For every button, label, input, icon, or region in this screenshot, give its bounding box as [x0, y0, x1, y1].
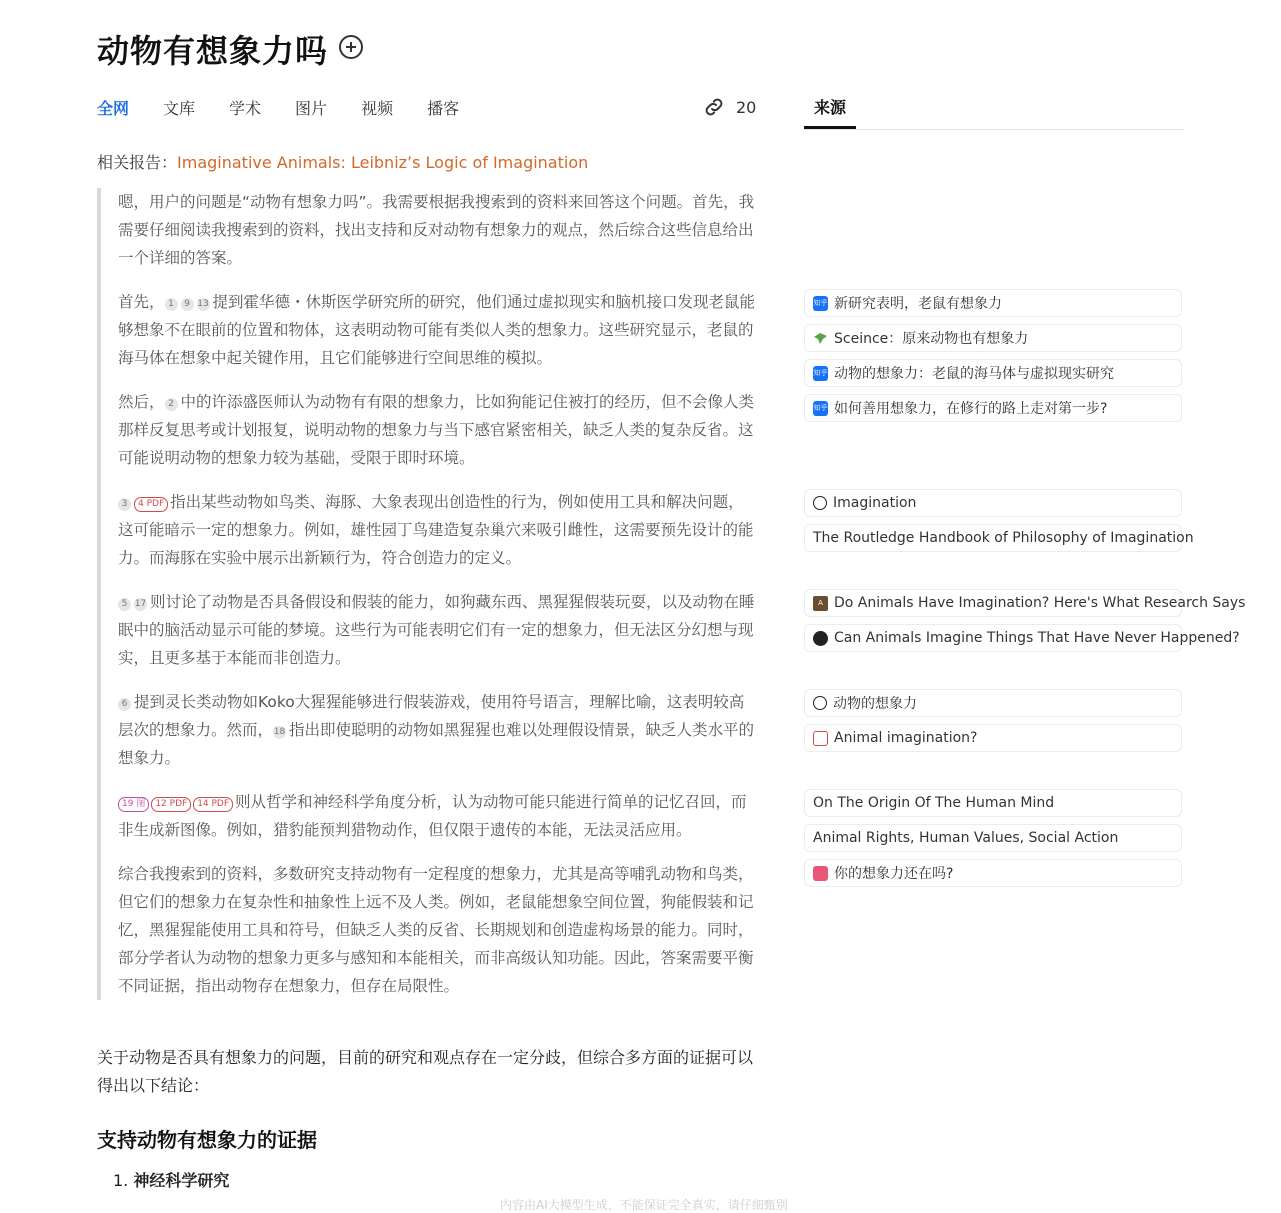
citation-badge[interactable]: 17	[134, 599, 147, 609]
source-card[interactable]	[804, 489, 1182, 517]
text-span: 指出某些动物如鸟类、海豚、大象表现出创造性的行为，例如使用工具和解决问题，这可能暗示一定的想象力。例如，雄性园丁鸟建造复杂巢穴来吸引雌性，这需要预先设计的能力。而海豚在实验中展示出新颖行为，符合创造力的定义。	[118, 493, 754, 567]
source-title: 新研究表明，老鼠有想象力	[834, 296, 1002, 312]
text-span: 指出即使聪明的动物如黑猩猩也难以处理假设情景，缺乏人类水平的想象力。	[118, 721, 755, 767]
page-title: 动物有想象力吗	[97, 32, 329, 70]
source-title: 动物的想象力：老鼠的海马体与虚拟现实研究	[834, 366, 1114, 382]
text-span: 提到灵长类动物如Koko大猩猩能够进行假装游戏，使用符号语言，理解比喻，这表明较高层次的想象力。然而，	[118, 693, 745, 739]
source-title: 你的想象力还在吗?	[834, 866, 954, 882]
tab-images[interactable]: 图片	[295, 99, 328, 118]
source-title: Animal Rights, Human Values, Social Action	[813, 830, 1119, 846]
citation-badge[interactable]: 9	[181, 298, 194, 311]
source-title: 如何善用想象力，在修行的路上走对第一步?	[834, 401, 1108, 417]
link-icon	[702, 95, 726, 119]
source-title: Do Animals Have Imagination? Here's What Research Says	[834, 595, 1246, 611]
sources-tab-header	[804, 93, 1184, 130]
source-title: 动物的想象力	[833, 696, 917, 712]
sources-tab[interactable]: 来源	[804, 93, 856, 129]
related-report	[97, 150, 588, 173]
answer-intro: 关于动物是否具有想象力的问题，目前的研究和观点存在一定分歧，但综合多方面的证据可以得出以下结论：	[97, 1048, 754, 1095]
pdf-citation-badge[interactable]: 4 PDF	[134, 497, 168, 512]
alpha-icon: A	[813, 596, 828, 611]
search-tabs	[97, 96, 493, 120]
source-card[interactable]	[804, 394, 1182, 422]
ai-disclaimer: 内容由AI大模型生成，不能保证完全真实，请仔细甄别	[500, 1198, 788, 1212]
tab-podcast[interactable]: 播客	[427, 99, 460, 118]
source-card[interactable]	[804, 324, 1182, 352]
leaf-icon	[813, 331, 828, 346]
thinking-paragraph	[101, 588, 756, 672]
image-citation-badge[interactable]: 19 图	[118, 797, 149, 812]
thinking-paragraph	[101, 388, 756, 472]
source-card[interactable]	[804, 589, 1246, 617]
thinking-paragraph	[101, 688, 756, 772]
add-circle-icon[interactable]	[339, 35, 363, 59]
app-icon	[813, 866, 828, 881]
tab-video[interactable]: 视频	[361, 99, 394, 118]
citation-badge[interactable]: 13	[197, 299, 209, 309]
text-span: 首先，	[118, 293, 165, 311]
pdf-citation-badge[interactable]: 12 PDF	[151, 797, 191, 812]
text-span: 提到霍华德・休斯医学研究所的研究，他们通过虚拟现实和脑机接口发现老鼠能够想象不在眼前的位置和物体，这表明动物可能有类似人类的想象力。这些研究显示，老鼠的海马体在想象中起关键作用，且它们能够进行空间思维的模拟。	[118, 293, 756, 367]
source-title: Imagination	[833, 495, 917, 511]
zhihu-icon: 知乎	[813, 401, 828, 416]
source-card[interactable]	[804, 624, 1240, 652]
tab-library[interactable]: 文库	[163, 99, 196, 118]
source-card[interactable]	[804, 724, 1182, 752]
text-span: 则讨论了动物是否具备假设和假装的能力，如狗藏东西、黑猩猩假装玩耍，以及动物在睡眠中的脑活动显示可能的梦境。这些行为可能表明它们有一定的想象力，但无法区分幻想与现实，且更多基于本能而非创造力。	[118, 593, 755, 667]
related-report-link[interactable]: Imaginative Animals: Leibniz’s Logic of Imagination	[177, 153, 589, 172]
text-span: 然后，	[118, 393, 165, 411]
section-heading: 支持动物有想象力的证据	[97, 1128, 317, 1152]
source-card[interactable]	[804, 789, 1182, 817]
source-count-button[interactable]	[702, 95, 756, 119]
dark-circle-icon	[813, 631, 828, 646]
pdf-citation-badge[interactable]: 14 PDF	[193, 797, 233, 812]
thinking-block	[97, 188, 756, 1000]
citation-badge[interactable]: 1	[165, 298, 178, 311]
thinking-paragraph: 综合我搜索到的资料，多数研究支持动物有一定程度的想象力，尤其是高等哺乳动物和鸟类，但它们的想象力在复杂性和抽象性上远不及人类。例如，老鼠能想象空间位置，狗能假装和记忆，黑猩猩能使用工具和符号，但缺乏人类的反省、长期规划和创造虚构场景的能力。同时，部分学者认为动物的想象力更多与感知和本能相关，而非高级认知功能。因此，答案需要平衡不同证据，指出动物存在想象力，但存在局限性。	[118, 865, 754, 995]
source-count: 20	[736, 97, 757, 117]
tab-academic[interactable]: 学术	[229, 99, 262, 118]
doc-icon	[813, 731, 828, 746]
related-report-label: 相关报告：	[97, 153, 178, 172]
zhihu-icon: 知乎	[813, 366, 828, 381]
source-card[interactable]	[804, 359, 1182, 387]
globe-icon	[813, 696, 827, 710]
globe-icon	[813, 496, 827, 510]
zhihu-icon: 知乎	[813, 296, 828, 311]
thinking-paragraph	[101, 788, 756, 844]
source-title: Sceince：原来动物也有想象力	[834, 331, 1029, 347]
thinking-paragraph	[101, 288, 756, 372]
thinking-paragraph: 嗯，用户的问题是“动物有想象力吗”。我需要根据我搜索到的资料来回答这个问题。首先，我需要仔细阅读我搜索到的资料，找出支持和反对动物有想象力的观点，然后综合这些信息给出一个详细的答案。	[118, 193, 755, 267]
citation-badge[interactable]: 2	[165, 398, 178, 411]
source-card[interactable]	[804, 524, 1194, 552]
citation-badge[interactable]: 6	[118, 698, 131, 711]
source-title: The Routledge Handbook of Philosophy of Imagination	[813, 530, 1194, 546]
list-number: 1.	[113, 1171, 129, 1190]
citation-badge[interactable]: 18	[273, 727, 286, 737]
source-title: Animal imagination?	[834, 730, 978, 746]
text-span: 则从哲学和神经科学角度分析，认为动物可能只能进行简单的记忆召回，而非生成新图像。例如，猎豹能预判猎物动作，但仅限于遗传的本能，无法灵活应用。	[118, 793, 747, 839]
source-card[interactable]	[804, 859, 1182, 887]
source-card[interactable]	[804, 289, 1182, 317]
text-span: 中的许添盛医师认为动物有有限的想象力，比如狗能记住被打的经历，但不会像人类那样反复思考或计划报复，说明动物的想象力与当下感官紧密相关，缺乏人类的复杂反省。这可能说明动物的想象力较为基础，受限于即时环境。	[118, 393, 755, 467]
source-card[interactable]	[804, 689, 1182, 717]
citation-badge[interactable]: 5	[118, 598, 131, 611]
list-item	[113, 1168, 229, 1191]
source-card[interactable]	[804, 824, 1182, 852]
tab-all[interactable]: 全网	[97, 99, 130, 118]
thinking-paragraph	[101, 488, 756, 572]
source-title: Can Animals Imagine Things That Have Never Happened?	[834, 630, 1240, 646]
source-title: On The Origin Of The Human Mind	[813, 795, 1055, 811]
list-item-label: 神经科学研究	[133, 1171, 230, 1190]
citation-badge[interactable]: 3	[118, 498, 131, 511]
